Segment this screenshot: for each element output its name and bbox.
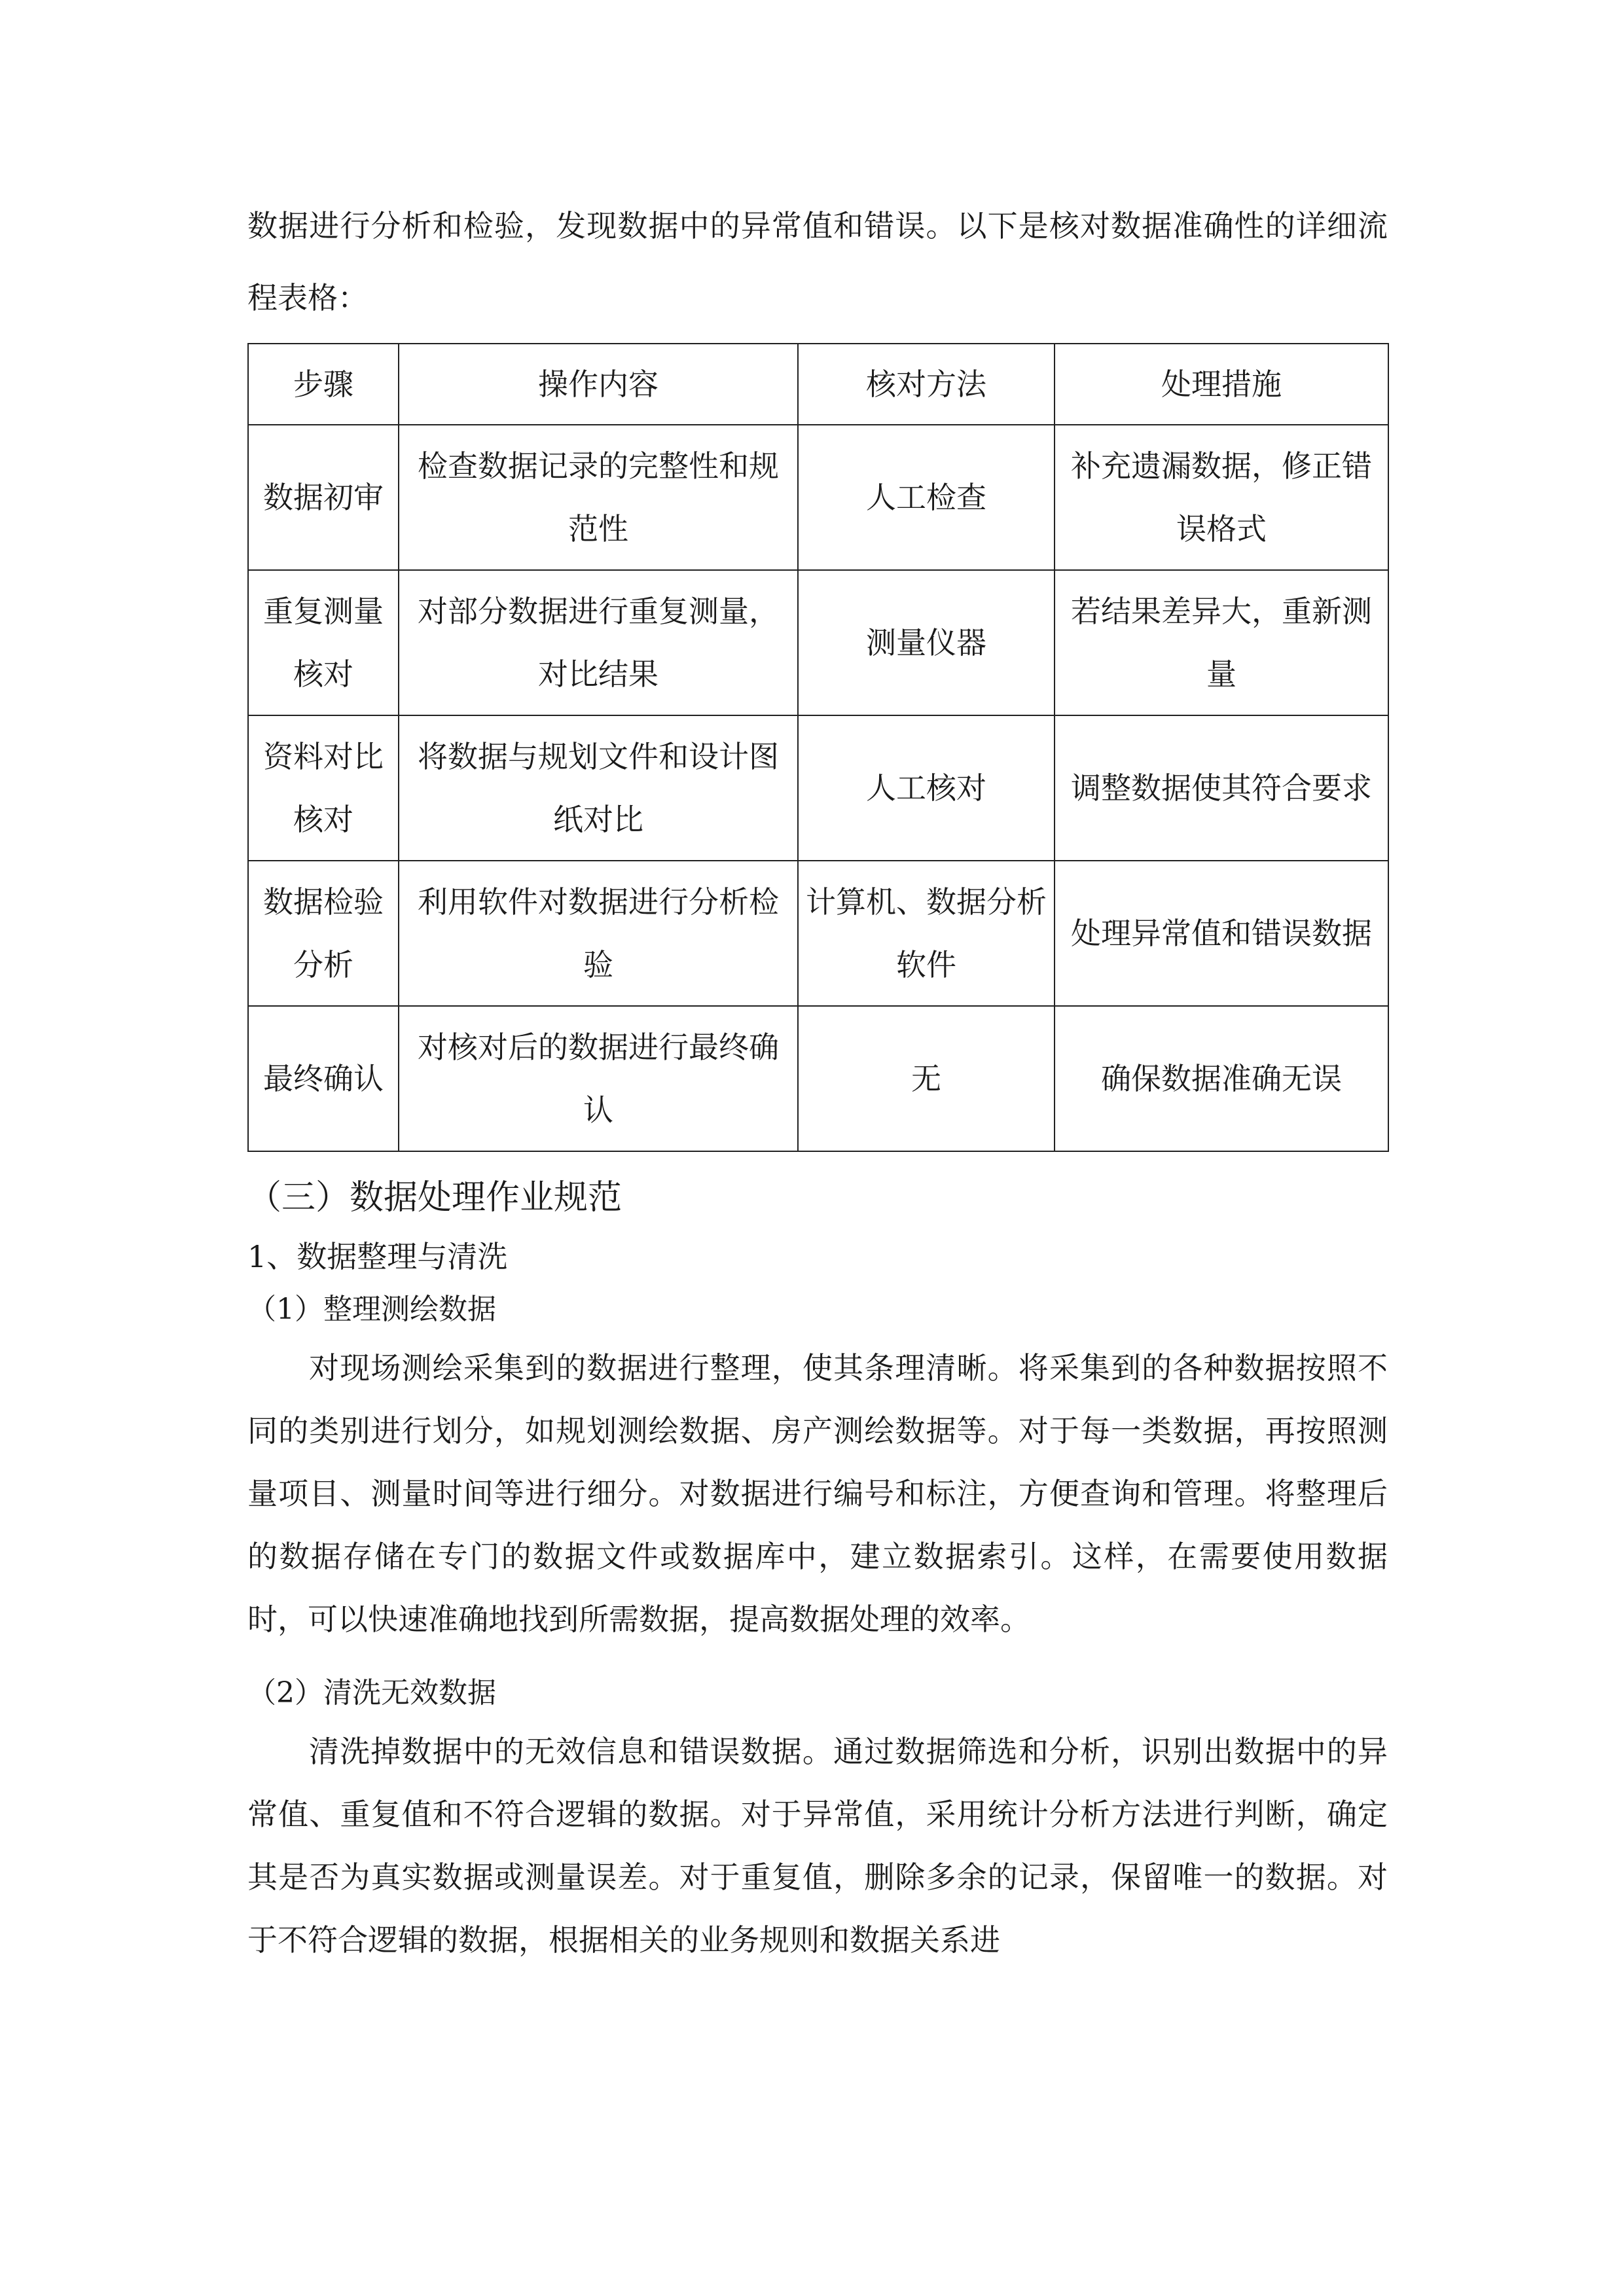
table-cell: 补充遗漏数据，修正错误格式 xyxy=(1055,425,1388,570)
table-cell: 数据初审 xyxy=(248,425,399,570)
table-cell: 测量仪器 xyxy=(798,570,1055,715)
item-heading: （1）整理测绘数据 xyxy=(247,1293,496,1326)
table-cell: 重复测量核对 xyxy=(248,570,399,715)
intro-paragraph: 数据进行分析和检验，发现数据中的异常值和错误。以下是核对数据准确性的详细流程表格： xyxy=(247,208,1388,315)
body-paragraph: 对现场测绘采集到的数据进行整理，使其条理清晰。将采集到的各种数据按照不同的类别进行划分，如规划测绘数据、房产测绘数据等。对于每一类数据，再按照测量项目、测量时间等进行细分。对数据进行编号和标注，方便查询和管理。将整理后的数据存储在专门的数据文件或数据库中，建立数据索引。这样，在需要使用数据时，可以快速准确地找到所需数据，提高数据处理的效率。 xyxy=(247,1350,1388,1637)
section-heading: （三）数据处理作业规范 xyxy=(247,1178,623,1217)
table-row xyxy=(248,861,1388,1006)
body-paragraph: 清洗掉数据中的无效信息和错误数据。通过数据筛选和分析，识别出数据中的异常值、重复值和不符合逻辑的数据。对于异常值，采用统计分析方法进行判断，确定其是否为真实数据或测量误差。对于重复值，删除多余的记录，保留唯一的数据。对于不符合逻辑的数据，根据相关的业务规则和数据关系进 xyxy=(247,1734,1388,1958)
table-cell: 处理异常值和错误数据 xyxy=(1055,861,1388,1006)
item-heading: （2）清洗无效数据 xyxy=(247,1676,496,1710)
table-cell: 调整数据使其符合要求 xyxy=(1055,715,1388,861)
table-cell: 检查数据记录的完整性和规范性 xyxy=(399,425,798,570)
table-cell: 将数据与规划文件和设计图纸对比 xyxy=(399,715,798,861)
table-row xyxy=(248,715,1388,861)
table-header-cell: 处理措施 xyxy=(1055,344,1388,425)
subsection-heading: 1、数据整理与清洗 xyxy=(247,1239,508,1274)
table-cell: 无 xyxy=(798,1006,1055,1151)
table-cell: 确保数据准确无误 xyxy=(1055,1006,1388,1151)
table-cell: 人工核对 xyxy=(798,715,1055,861)
table-header-cell: 核对方法 xyxy=(798,344,1055,425)
table-header-cell: 操作内容 xyxy=(399,344,798,425)
paragraph-gap xyxy=(247,1651,1388,1666)
table-cell: 最终确认 xyxy=(248,1006,399,1151)
table-cell: 利用软件对数据进行分析检验 xyxy=(399,861,798,1006)
table-cell: 资料对比核对 xyxy=(248,715,399,861)
table-cell: 对核对后的数据进行最终确认 xyxy=(399,1006,798,1151)
document-page xyxy=(247,190,1388,1971)
table-row xyxy=(248,570,1388,715)
table-header-cell: 步骤 xyxy=(248,344,399,425)
table-cell: 人工检查 xyxy=(798,425,1055,570)
table-cell: 若结果差异大，重新测量 xyxy=(1055,570,1388,715)
verification-flow-table xyxy=(247,343,1389,1152)
table-cell: 对部分数据进行重复测量，对比结果 xyxy=(399,570,798,715)
table-row xyxy=(248,425,1388,570)
table-row xyxy=(248,1006,1388,1151)
table-cell: 计算机、数据分析软件 xyxy=(798,861,1055,1006)
table-cell: 数据检验分析 xyxy=(248,861,399,1006)
table-header-row xyxy=(248,344,1388,425)
